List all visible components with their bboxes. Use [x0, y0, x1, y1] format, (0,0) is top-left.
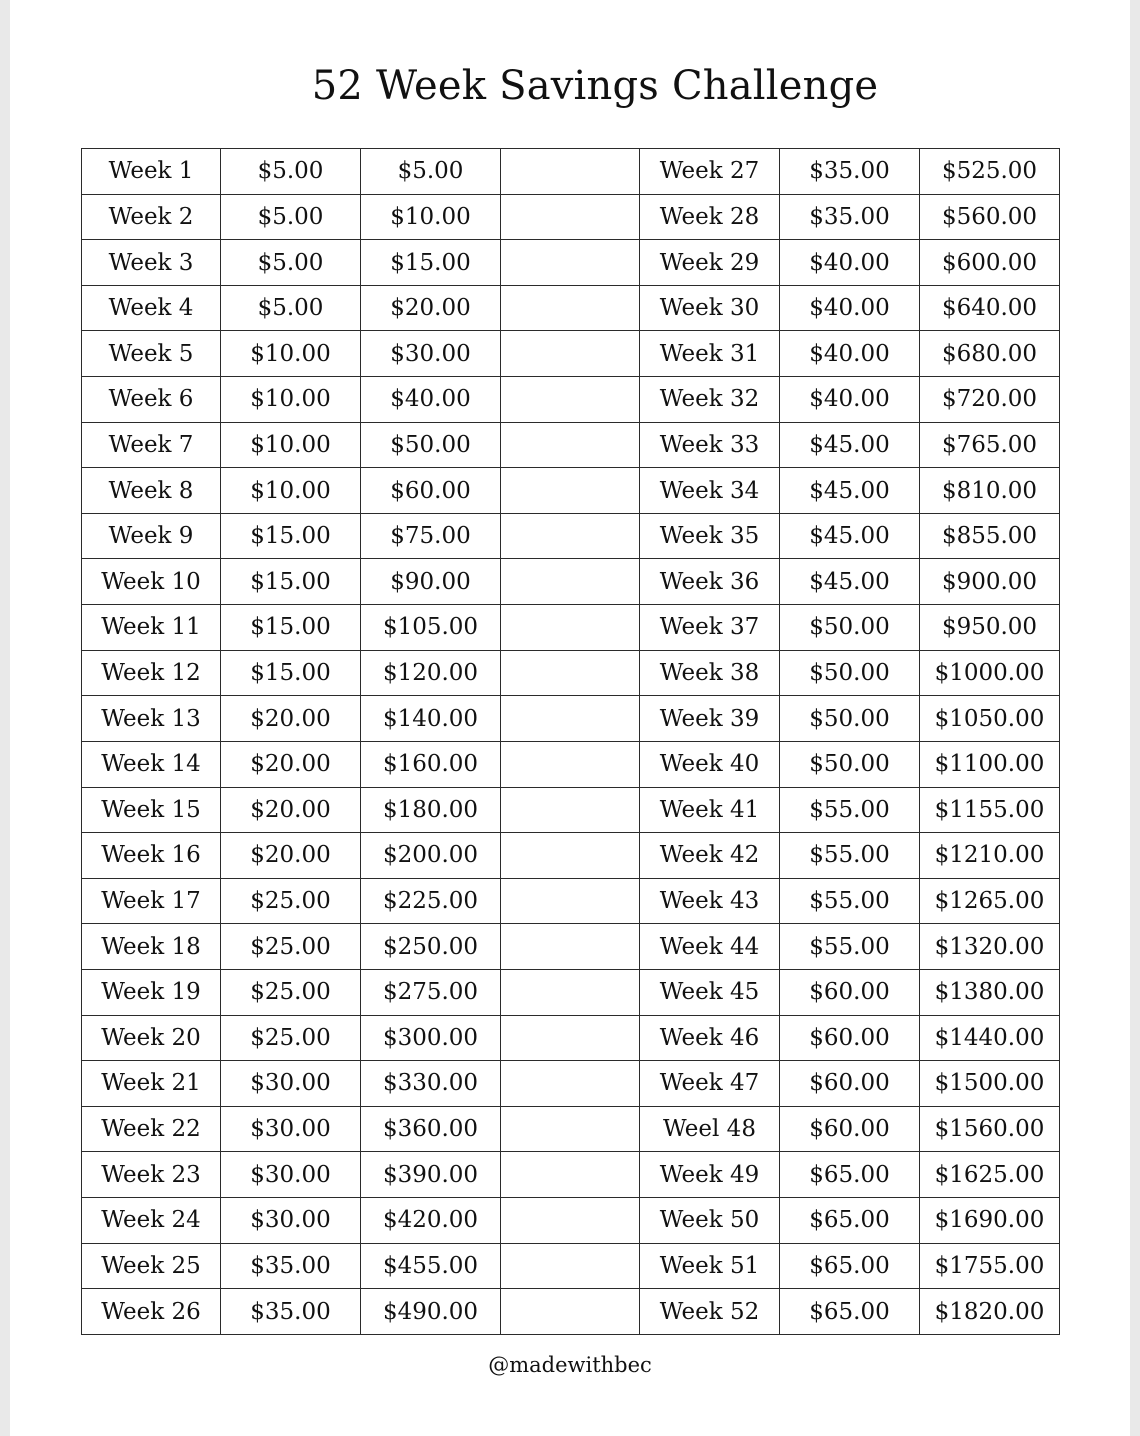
- deposit-cell: $65.00: [780, 1198, 920, 1244]
- table-row: [82, 696, 1060, 742]
- week-cell: Week 5: [82, 331, 221, 377]
- week-cell: Week 20: [82, 1015, 221, 1061]
- deposit-cell: $30.00: [221, 1106, 361, 1152]
- table-row: [82, 1106, 1060, 1152]
- deposit-cell: $65.00: [780, 1289, 920, 1335]
- total-cell: $1000.00: [920, 650, 1060, 696]
- blank-check-cell: [501, 924, 640, 970]
- total-cell: $1380.00: [920, 969, 1060, 1015]
- blank-check-cell: [501, 1015, 640, 1061]
- week-cell: Week 16: [82, 833, 221, 879]
- deposit-cell: $40.00: [780, 331, 920, 377]
- deposit-cell: $40.00: [780, 240, 920, 286]
- deposit-cell: $60.00: [780, 969, 920, 1015]
- deposit-cell: $45.00: [780, 559, 920, 605]
- deposit-cell: $30.00: [221, 1198, 361, 1244]
- week-cell: Week 35: [640, 513, 780, 559]
- total-cell: $490.00: [361, 1289, 501, 1335]
- deposit-cell: $5.00: [221, 240, 361, 286]
- week-cell: Week 29: [640, 240, 780, 286]
- deposit-cell: $65.00: [780, 1243, 920, 1289]
- week-cell: Week 24: [82, 1198, 221, 1244]
- total-cell: $360.00: [361, 1106, 501, 1152]
- blank-check-cell: [501, 650, 640, 696]
- blank-check-cell: [501, 559, 640, 605]
- week-cell: Week 9: [82, 513, 221, 559]
- week-cell: Week 21: [82, 1061, 221, 1107]
- total-cell: $250.00: [361, 924, 501, 970]
- deposit-cell: $55.00: [780, 878, 920, 924]
- week-cell: Week 40: [640, 741, 780, 787]
- deposit-cell: $5.00: [221, 149, 361, 195]
- deposit-cell: $55.00: [780, 833, 920, 879]
- week-cell: Week 42: [640, 833, 780, 879]
- week-cell: Week 4: [82, 285, 221, 331]
- total-cell: $525.00: [920, 149, 1060, 195]
- total-cell: $30.00: [361, 331, 501, 377]
- week-cell: Week 23: [82, 1152, 221, 1198]
- total-cell: $330.00: [361, 1061, 501, 1107]
- blank-check-cell: [501, 787, 640, 833]
- week-cell: Week 34: [640, 468, 780, 514]
- table-row: [82, 513, 1060, 559]
- total-cell: $600.00: [920, 240, 1060, 286]
- deposit-cell: $40.00: [780, 377, 920, 423]
- blank-check-cell: [501, 377, 640, 423]
- total-cell: $140.00: [361, 696, 501, 742]
- total-cell: $720.00: [920, 377, 1060, 423]
- table-row: [82, 377, 1060, 423]
- deposit-cell: $5.00: [221, 194, 361, 240]
- week-cell: Week 26: [82, 1289, 221, 1335]
- deposit-cell: $30.00: [221, 1061, 361, 1107]
- week-cell: Week 22: [82, 1106, 221, 1152]
- table-row: [82, 468, 1060, 514]
- deposit-cell: $5.00: [221, 285, 361, 331]
- deposit-cell: $60.00: [780, 1106, 920, 1152]
- deposit-cell: $35.00: [221, 1289, 361, 1335]
- week-cell: Weel 48: [640, 1106, 780, 1152]
- week-cell: Week 32: [640, 377, 780, 423]
- week-cell: Week 31: [640, 331, 780, 377]
- deposit-cell: $60.00: [780, 1061, 920, 1107]
- blank-check-cell: [501, 285, 640, 331]
- week-cell: Week 47: [640, 1061, 780, 1107]
- week-cell: Week 2: [82, 194, 221, 240]
- total-cell: $105.00: [361, 605, 501, 651]
- deposit-cell: $60.00: [780, 1015, 920, 1061]
- total-cell: $1755.00: [920, 1243, 1060, 1289]
- week-cell: Week 51: [640, 1243, 780, 1289]
- table-row: [82, 559, 1060, 605]
- total-cell: $1210.00: [920, 833, 1060, 879]
- table-row: [82, 605, 1060, 651]
- total-cell: $300.00: [361, 1015, 501, 1061]
- deposit-cell: $20.00: [221, 696, 361, 742]
- week-cell: Week 13: [82, 696, 221, 742]
- table-row: [82, 650, 1060, 696]
- blank-check-cell: [501, 1243, 640, 1289]
- table-row: [82, 1015, 1060, 1061]
- week-cell: Week 17: [82, 878, 221, 924]
- blank-check-cell: [501, 149, 640, 195]
- author-credit: @madewithbec: [488, 1353, 652, 1377]
- week-cell: Week 11: [82, 605, 221, 651]
- week-cell: Week 1: [82, 149, 221, 195]
- week-cell: Week 37: [640, 605, 780, 651]
- table-row: [82, 1061, 1060, 1107]
- deposit-cell: $35.00: [780, 149, 920, 195]
- week-cell: Week 14: [82, 741, 221, 787]
- deposit-cell: $10.00: [221, 377, 361, 423]
- week-cell: Week 30: [640, 285, 780, 331]
- deposit-cell: $30.00: [221, 1152, 361, 1198]
- table-row: [82, 422, 1060, 468]
- total-cell: $950.00: [920, 605, 1060, 651]
- table-row: [82, 285, 1060, 331]
- week-cell: Week 12: [82, 650, 221, 696]
- total-cell: $10.00: [361, 194, 501, 240]
- blank-check-cell: [501, 468, 640, 514]
- deposit-cell: $20.00: [221, 741, 361, 787]
- total-cell: $765.00: [920, 422, 1060, 468]
- blank-check-cell: [501, 331, 640, 377]
- deposit-cell: $25.00: [221, 924, 361, 970]
- blank-check-cell: [501, 513, 640, 559]
- week-cell: Week 18: [82, 924, 221, 970]
- page-title: 52 Week Savings Challenge: [311, 63, 879, 109]
- deposit-cell: $20.00: [221, 787, 361, 833]
- week-cell: Week 6: [82, 377, 221, 423]
- table-row: [82, 331, 1060, 377]
- table-row: [82, 741, 1060, 787]
- deposit-cell: $45.00: [780, 468, 920, 514]
- deposit-cell: $15.00: [221, 605, 361, 651]
- deposit-cell: $10.00: [221, 331, 361, 377]
- table-row: [82, 149, 1060, 195]
- blank-check-cell: [501, 1198, 640, 1244]
- deposit-cell: $15.00: [221, 559, 361, 605]
- blank-check-cell: [501, 605, 640, 651]
- total-cell: $15.00: [361, 240, 501, 286]
- total-cell: $1560.00: [920, 1106, 1060, 1152]
- total-cell: $560.00: [920, 194, 1060, 240]
- total-cell: $420.00: [361, 1198, 501, 1244]
- total-cell: $810.00: [920, 468, 1060, 514]
- total-cell: $1500.00: [920, 1061, 1060, 1107]
- total-cell: $50.00: [361, 422, 501, 468]
- deposit-cell: $25.00: [221, 1015, 361, 1061]
- total-cell: $60.00: [361, 468, 501, 514]
- total-cell: $455.00: [361, 1243, 501, 1289]
- total-cell: $1820.00: [920, 1289, 1060, 1335]
- total-cell: $640.00: [920, 285, 1060, 331]
- total-cell: $1440.00: [920, 1015, 1060, 1061]
- total-cell: $1690.00: [920, 1198, 1060, 1244]
- deposit-cell: $50.00: [780, 741, 920, 787]
- table-row: [82, 1289, 1060, 1335]
- deposit-cell: $25.00: [221, 969, 361, 1015]
- table-row: [82, 1198, 1060, 1244]
- deposit-cell: $35.00: [221, 1243, 361, 1289]
- savings-table-body: [82, 149, 1060, 1335]
- blank-check-cell: [501, 878, 640, 924]
- week-cell: Week 41: [640, 787, 780, 833]
- table-row: [82, 924, 1060, 970]
- table-row: [82, 1152, 1060, 1198]
- table-row: [82, 1243, 1060, 1289]
- blank-check-cell: [501, 696, 640, 742]
- total-cell: $1625.00: [920, 1152, 1060, 1198]
- blank-check-cell: [501, 240, 640, 286]
- total-cell: $5.00: [361, 149, 501, 195]
- blank-check-cell: [501, 1152, 640, 1198]
- table-row: [82, 878, 1060, 924]
- table-row: [82, 787, 1060, 833]
- blank-check-cell: [501, 1289, 640, 1335]
- table-row: [82, 969, 1060, 1015]
- week-cell: Week 7: [82, 422, 221, 468]
- deposit-cell: $55.00: [780, 924, 920, 970]
- deposit-cell: $50.00: [780, 650, 920, 696]
- table-row: [82, 833, 1060, 879]
- week-cell: Week 38: [640, 650, 780, 696]
- total-cell: $855.00: [920, 513, 1060, 559]
- week-cell: Week 45: [640, 969, 780, 1015]
- total-cell: $1050.00: [920, 696, 1060, 742]
- deposit-cell: $45.00: [780, 422, 920, 468]
- week-cell: Week 33: [640, 422, 780, 468]
- total-cell: $120.00: [361, 650, 501, 696]
- blank-check-cell: [501, 741, 640, 787]
- total-cell: $900.00: [920, 559, 1060, 605]
- week-cell: Week 36: [640, 559, 780, 605]
- deposit-cell: $10.00: [221, 468, 361, 514]
- table-row: [82, 194, 1060, 240]
- week-cell: Week 50: [640, 1198, 780, 1244]
- total-cell: $20.00: [361, 285, 501, 331]
- total-cell: $1265.00: [920, 878, 1060, 924]
- savings-table: [81, 148, 1060, 1335]
- total-cell: $1100.00: [920, 741, 1060, 787]
- week-cell: Week 52: [640, 1289, 780, 1335]
- blank-check-cell: [501, 1061, 640, 1107]
- week-cell: Week 39: [640, 696, 780, 742]
- blank-check-cell: [501, 1106, 640, 1152]
- deposit-cell: $10.00: [221, 422, 361, 468]
- total-cell: $160.00: [361, 741, 501, 787]
- deposit-cell: $15.00: [221, 513, 361, 559]
- total-cell: $180.00: [361, 787, 501, 833]
- blank-check-cell: [501, 833, 640, 879]
- week-cell: Week 46: [640, 1015, 780, 1061]
- week-cell: Week 43: [640, 878, 780, 924]
- total-cell: $200.00: [361, 833, 501, 879]
- table-row: [82, 240, 1060, 286]
- deposit-cell: $50.00: [780, 696, 920, 742]
- total-cell: $225.00: [361, 878, 501, 924]
- deposit-cell: $20.00: [221, 833, 361, 879]
- total-cell: $75.00: [361, 513, 501, 559]
- week-cell: Week 44: [640, 924, 780, 970]
- week-cell: Week 28: [640, 194, 780, 240]
- total-cell: $40.00: [361, 377, 501, 423]
- week-cell: Week 25: [82, 1243, 221, 1289]
- total-cell: $390.00: [361, 1152, 501, 1198]
- week-cell: Week 3: [82, 240, 221, 286]
- total-cell: $680.00: [920, 331, 1060, 377]
- total-cell: $275.00: [361, 969, 501, 1015]
- deposit-cell: $35.00: [780, 194, 920, 240]
- deposit-cell: $25.00: [221, 878, 361, 924]
- deposit-cell: $40.00: [780, 285, 920, 331]
- deposit-cell: $55.00: [780, 787, 920, 833]
- deposit-cell: $15.00: [221, 650, 361, 696]
- week-cell: Week 27: [640, 149, 780, 195]
- blank-check-cell: [501, 422, 640, 468]
- deposit-cell: $45.00: [780, 513, 920, 559]
- total-cell: $1320.00: [920, 924, 1060, 970]
- blank-check-cell: [501, 194, 640, 240]
- week-cell: Week 49: [640, 1152, 780, 1198]
- deposit-cell: $50.00: [780, 605, 920, 651]
- week-cell: Week 15: [82, 787, 221, 833]
- total-cell: $1155.00: [920, 787, 1060, 833]
- blank-check-cell: [501, 969, 640, 1015]
- deposit-cell: $65.00: [780, 1152, 920, 1198]
- total-cell: $90.00: [361, 559, 501, 605]
- week-cell: Week 10: [82, 559, 221, 605]
- week-cell: Week 19: [82, 969, 221, 1015]
- week-cell: Week 8: [82, 468, 221, 514]
